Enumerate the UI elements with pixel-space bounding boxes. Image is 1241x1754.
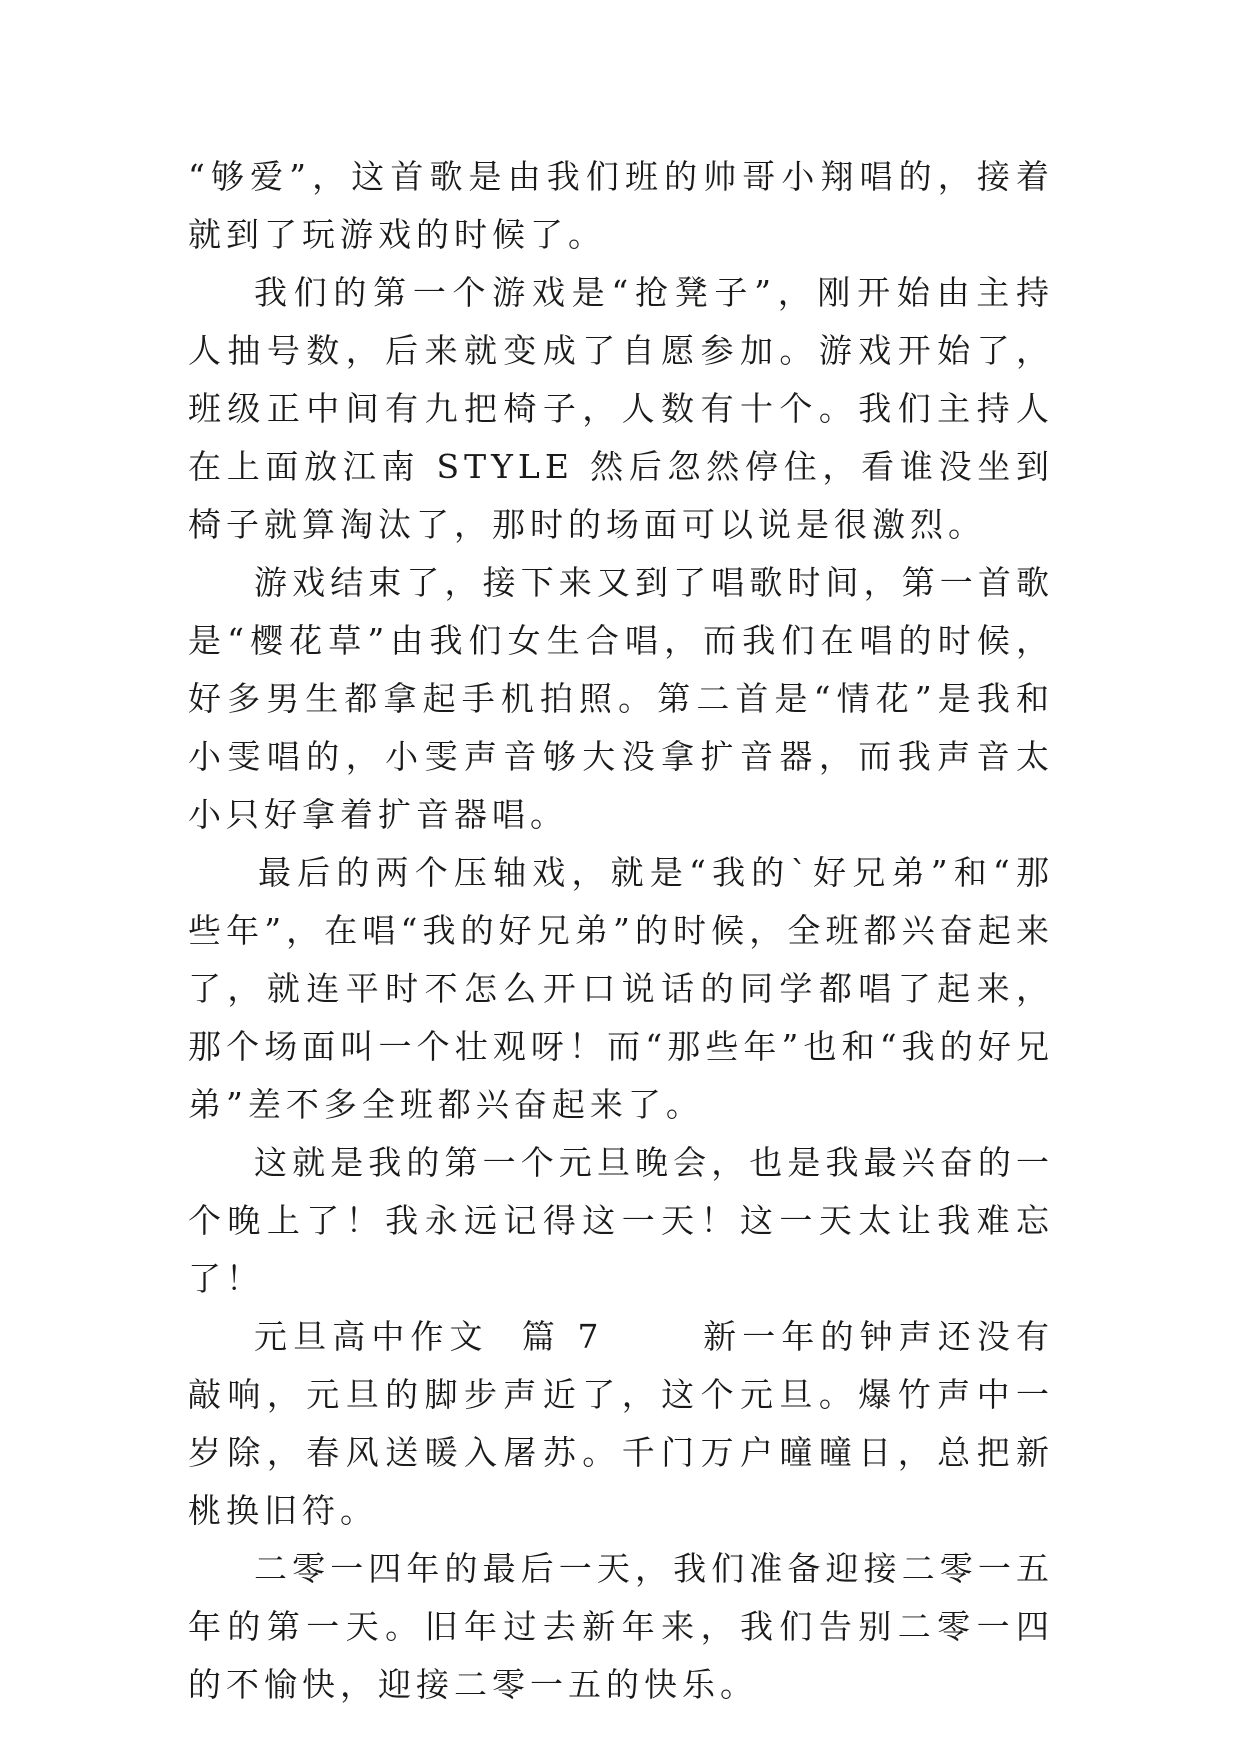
document-body [188,148,1054,1714]
paragraph-chair-game: 我们的第一个游戏是“抢凳子”，刚开始由主持人抽号数，后来就变成了自愿参加。游戏开始了，班级正中间有九把椅子，人数有十个。我们主持人在上面放江南 STYLE 然后忽然停住，看谁没坐到椅子就算淘汰了，那时的场面可以说是很激烈。 [188,273,1054,544]
paragraph-song-continuation: “够爱”，这首歌是由我们班的帅哥小翔唱的，接着就到了玩游戏的时候了。 [188,157,1054,254]
paragraph-conclusion: 这就是我的第一个元旦晚会，也是我最兴奋的一个晚上了！我永远记得这一天！这一天太让我难忘了！ [188,1143,1054,1298]
paragraph-finale-songs: 最后的两个压轴戏，就是“我的`好兄弟”和“那些年”，在唱“我的好兄弟”的时候，全班都兴奋起来了，就连平时不怎么开口说话的同学都唱了起来，那个场面叫一个壮观呀！而“那些年”也和“我的好兄弟”差不多全班都兴奋起来了。 [188,853,1054,1124]
paragraph-essay-7-intro: 元旦高中作文 篇 7 新一年的钟声还没有敲响，元旦的脚步声近了，这个元旦。爆竹声中一岁除，春风送暖入屠苏。千门万户曈曈日，总把新桃换旧符。 [188,1317,1054,1530]
paragraph-singing-time: 游戏结束了，接下来又到了唱歌时间，第一首歌是“樱花草”由我们女生合唱，而我们在唱的时候，好多男生都拿起手机拍照。第二首是“情花”是我和小雯唱的，小雯声音够大没拿扩音器，而我声音太小只好拿着扩音器唱。 [188,563,1054,834]
paragraph-new-year-eve: 二零一四年的最后一天，我们准备迎接二零一五年的第一天。旧年过去新年来，我们告别二零一四的不愉快，迎接二零一五的快乐。 [188,1549,1054,1704]
